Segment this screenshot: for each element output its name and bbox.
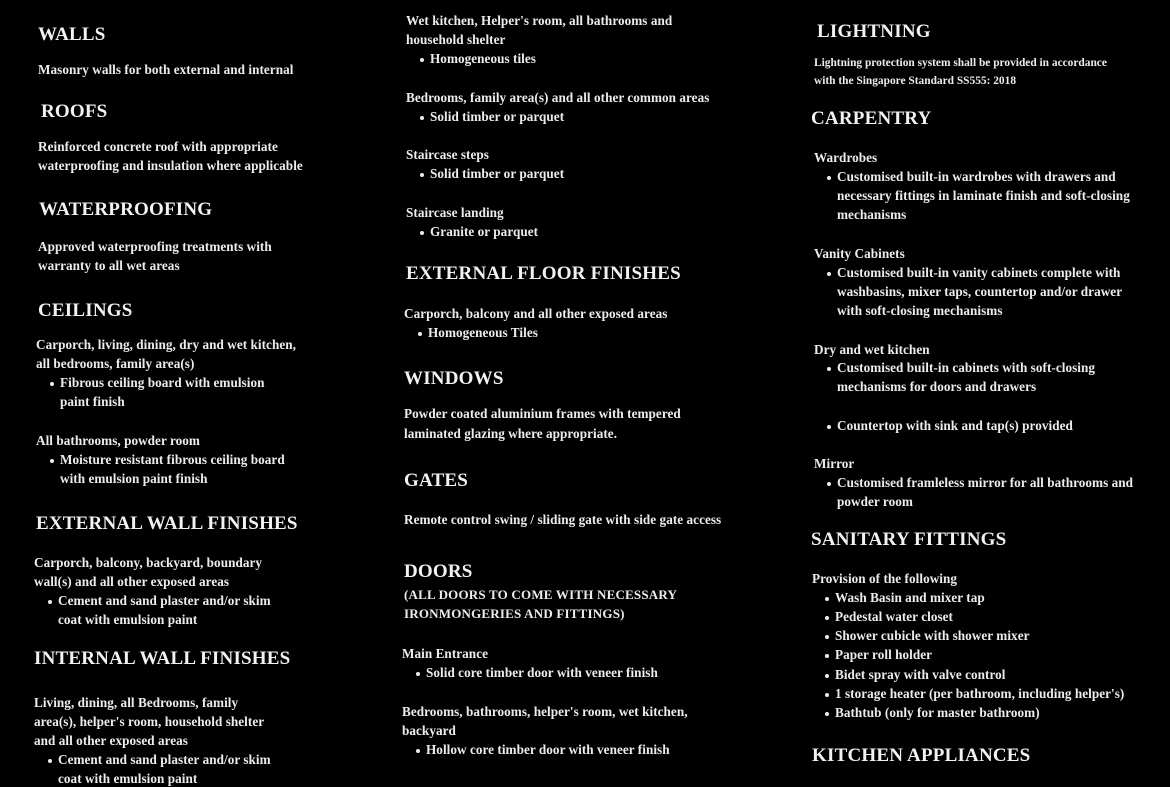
external-floor-label: Carporch, balcony and all other exposed areas [404,306,668,321]
carpentry-bullet-item-cont: with soft-closing mechanisms [837,303,1003,318]
carpentry-label-mirror: Mirror [814,456,855,471]
windows-text-line: Powder coated aluminium frames with tempered [404,406,681,421]
external-wall-bullet-item: Cement and sand plaster and/or skim [58,593,271,608]
doors-bullet-item: Solid core timber door with veneer finish [426,665,658,680]
heading-external-floor-finishes: EXTERNAL FLOOR FINISHES [406,263,681,284]
windows-text-line: laminated glazing where appropriate. [404,426,618,441]
carpentry-bullet-item-cont: necessary fittings in laminate finish and soft-closing [837,188,1130,203]
doors-subtitle-line: IRONMONGERIES AND FITTINGS) [404,606,625,621]
internal-wall-label-line: Living, dining, all Bedrooms, family [34,695,239,710]
sanitary-bullet-item: Wash Basin and mixer tap [835,590,985,605]
ceilings-bullet-item-cont: paint finish [60,394,125,409]
carpentry-bullet-item-cont: washbasins, mixer taps, countertop and/or drawer [837,284,1123,299]
floor-label-line: Wet kitchen, Helper's room, all bathrooms and [406,13,673,28]
ceilings-label-line: All bathrooms, powder room [36,433,200,448]
sanitary-bullet-item: Bidet spray with valve control [835,667,1006,682]
roofs-text-line: waterproofing and insulation where applicable [38,158,303,173]
heading-sanitary-fittings: SANITARY FITTINGS [811,529,1007,550]
heading-doors: DOORS [404,561,473,582]
doors-subtitle-line: (ALL DOORS TO COME WITH NECESSARY [404,587,678,602]
doors-label-line: backyard [402,723,456,738]
carpentry-bullet-item-cont: mechanisms [837,207,907,222]
sanitary-bullet-item: Shower cubicle with shower mixer [835,628,1030,643]
carpentry-bullet-item: Countertop with sink and tap(s) provided [837,418,1073,433]
sanitary-bullet-item: Pedestal water closet [835,609,953,624]
clipped-bottom-line-middle [402,781,502,785]
clipped-top-line-left [38,0,268,2]
sanitary-bullet-item: Paper roll holder [835,647,933,662]
ceilings-label-line: all bedrooms, family area(s) [36,356,195,371]
carpentry-label-wardrobes: Wardrobes [814,150,878,165]
heading-walls: WALLS [38,24,106,45]
gates-text: Remote control swing / sliding gate with side gate access [404,512,722,527]
doors-label-line: Main Entrance [402,646,488,661]
carpentry-bullet-item: Customised built-in cabinets with soft-closing [837,360,1096,375]
carpentry-bullet-item: Customised built-in vanity cabinets complete with [837,265,1121,280]
floor-label-line: Bedrooms, family area(s) and all other common areas [406,90,710,105]
heading-waterproofing: WATERPROOFING [39,199,213,220]
internal-wall-bullet-item: Cement and sand plaster and/or skim [58,752,271,767]
carpentry-label-vanity-cabinets: Vanity Cabinets [814,246,905,261]
sanitary-bullet-item: 1 storage heater (per bathroom, including helper's) [835,686,1125,701]
heading-internal-wall-finishes: INTERNAL WALL FINISHES [34,648,291,669]
ceilings-bullet-item: Fibrous ceiling board with emulsion [60,375,265,390]
heading-carpentry: CARPENTRY [811,108,932,129]
floor-label-line: Staircase steps [406,147,489,162]
doors-bullet-item: Hollow core timber door with veneer finish [426,742,670,757]
floor-bullet-item: Solid timber or parquet [430,109,565,124]
heading-lightning: LIGHTNING [817,21,931,42]
carpentry-bullet-item-cont: powder room [837,494,913,509]
lightning-text-line: with the Singapore Standard SS555: 2018 [814,75,1017,87]
sanitary-bullet-item: Bathtub (only for master bathroom) [835,705,1040,720]
heading-roofs: ROOFS [41,101,108,122]
heading-kitchen-appliances: KITCHEN APPLIANCES [812,745,1031,766]
floor-label-line: Staircase landing [406,205,504,220]
heading-ceilings: CEILINGS [38,300,133,321]
external-wall-label-line: wall(s) and all other exposed areas [34,574,230,589]
walls-text: Masonry walls for both external and internal [38,62,294,77]
heading-gates: GATES [404,470,469,491]
floor-bullet-item: Solid timber or parquet [430,166,565,181]
carpentry-label-dry-wet-kitchen: Dry and wet kitchen [814,342,930,357]
floor-label-line: household shelter [406,32,506,47]
waterproofing-text-line: Approved waterproofing treatments with [38,239,272,254]
waterproofing-text-line: warranty to all wet areas [38,258,180,273]
internal-wall-bullet-item-cont: coat with emulsion paint [58,771,198,786]
external-wall-label-line: Carporch, balcony, backyard, boundary [34,555,263,570]
heading-windows: WINDOWS [404,368,504,389]
carpentry-bullet-item: Customised framleless mirror for all bathrooms and [837,475,1134,490]
floor-bullet-item: Granite or parquet [430,224,539,239]
ceilings-label-line: Carporch, living, dining, dry and wet kitchen, [36,337,296,352]
lightning-text-line: Lightning protection system shall be provided in accordance [814,57,1107,69]
carpentry-bullet-item: Customised built-in wardrobes with drawers and [837,169,1116,184]
floor-bullet-item: Homogeneous tiles [430,51,536,66]
internal-wall-label-line: and all other exposed areas [34,733,188,748]
sanitary-label: Provision of the following [812,571,958,586]
doors-label-line: Bedrooms, bathrooms, helper's room, wet kitchen, [402,704,688,719]
external-floor-bullet-item: Homogeneous Tiles [428,325,538,340]
ceilings-bullet-item-cont: with emulsion paint finish [60,471,208,486]
internal-wall-label-line: area(s), helper's room, household shelter [34,714,265,729]
roofs-text-line: Reinforced concrete roof with appropriate [38,139,278,154]
heading-external-wall-finishes: EXTERNAL WALL FINISHES [36,513,298,534]
external-wall-bullet-item-cont: coat with emulsion paint [58,612,198,627]
carpentry-bullet-item-cont: mechanisms for doors and drawers [837,379,1037,394]
ceilings-bullet-item: Moisture resistant fibrous ceiling board [60,452,285,467]
